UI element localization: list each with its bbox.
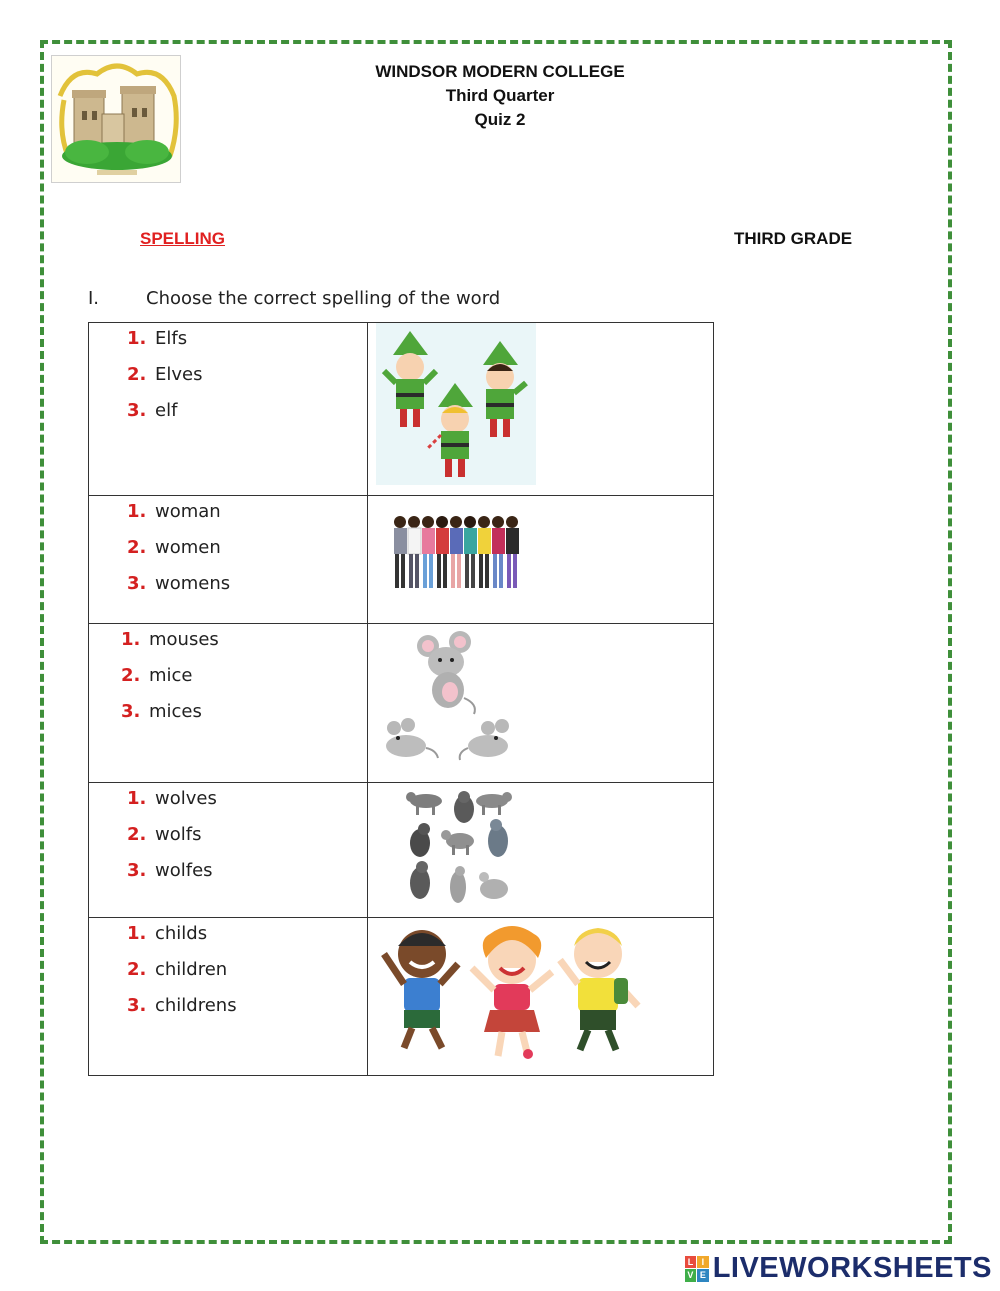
liveworksheets-text: LIVEWORKSHEETS [712,1252,992,1284]
mice-picture [368,624,713,782]
instruction [88,288,500,309]
picture-cell [368,323,714,496]
option-item[interactable]: 3. childrens [127,995,237,1016]
picture-cell [368,624,714,783]
liveworksheets-badge-icon: L I V E [685,1256,709,1282]
quiz-table [88,322,714,1076]
table-row [89,783,714,918]
option-item[interactable]: 1. childs [127,923,208,944]
option-item[interactable]: 1. woman [127,501,221,522]
option-item[interactable]: 2. Elves [127,364,203,385]
option-item[interactable]: 1. wolves [127,788,217,809]
option-item[interactable]: 3. elf [127,400,178,421]
options-cell [89,496,368,624]
option-item[interactable]: 3. mices [121,701,202,722]
women-picture [368,496,713,623]
wolves-picture [368,783,713,917]
quiz-header [300,60,700,132]
picture-cell [368,496,714,624]
elves-picture [368,323,713,495]
options-cell [89,624,368,783]
grade-label: THIRD GRADE [734,229,853,248]
school-name: WINDSOR MODERN COLLEGE [375,62,625,81]
liveworksheets-watermark [685,1252,992,1285]
options-cell [89,323,368,496]
instruction-text: Choose the correct spelling of the word [146,288,501,309]
table-row [89,918,714,1076]
picture-cell [368,918,714,1076]
table-row [89,624,714,783]
option-item[interactable]: 2. children [127,959,228,980]
quarter-label: Third Quarter [445,86,555,105]
school-logo [51,55,181,183]
options-cell [89,783,368,918]
quiz-label: Quiz 2 [474,110,526,129]
instruction-numeral: I. [88,288,100,309]
children-picture [368,918,713,1075]
options-cell [89,918,368,1076]
subject-label: SPELLING [140,229,226,248]
option-item[interactable]: 1. Elfs [127,328,188,349]
table-row [89,496,714,624]
option-item[interactable]: 3. wolfes [127,860,213,881]
picture-cell [368,783,714,918]
option-item[interactable]: 2. women [127,537,221,558]
option-item[interactable]: 1. mouses [121,629,219,650]
option-item[interactable]: 2. wolfs [127,824,202,845]
option-item[interactable]: 3. womens [127,573,231,594]
table-row [89,323,714,496]
option-item[interactable]: 2. mice [121,665,193,686]
